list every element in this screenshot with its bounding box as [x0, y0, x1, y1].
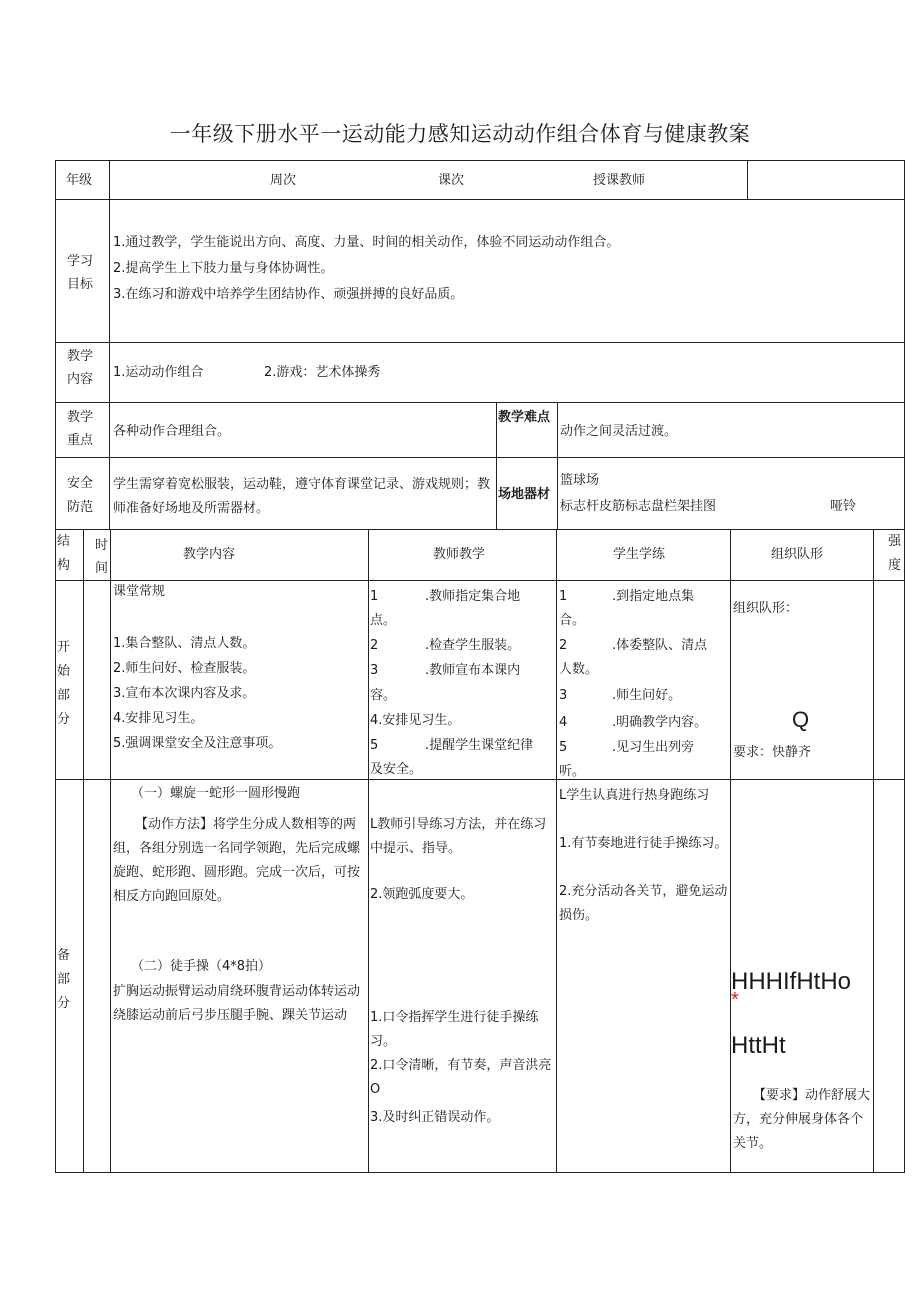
safety-label-2: 防范 [67, 500, 94, 515]
formation-diagram-row-1: HHHIfHtHo [731, 968, 852, 995]
start-student-10: 5 [559, 740, 568, 755]
content-item-2: 2.游戏：艺术体操秀 [264, 365, 381, 380]
start-teacher-5: 3 [370, 663, 379, 678]
col-student: 学生学练 [613, 547, 666, 562]
venue-label: 场地器材 [498, 487, 551, 502]
difficulty-label: 教学难点 [498, 410, 551, 425]
col-structure-1: 结 [57, 534, 71, 549]
start-student-4: .体委整队、清点 [612, 638, 708, 653]
start-student-6: 3 [559, 688, 568, 703]
week-label: 周次 [270, 173, 297, 188]
col-time-2: 间 [95, 561, 109, 576]
col-teacher: 教师教学 [433, 547, 486, 562]
lesson-label: 课次 [438, 173, 465, 188]
start-teacher-0: 1 [370, 589, 379, 604]
prep-teacher-4: 3.及时纠正错误动作。 [370, 1110, 500, 1125]
formation-symbol: Q [792, 707, 810, 732]
prep-label-1: 备 [57, 948, 71, 963]
start-teacher-11: 及安全。 [370, 762, 423, 777]
start-label-1: 开 [57, 640, 71, 655]
venue-line-1: 篮球场 [560, 473, 600, 488]
start-student-7: .师生问好。 [612, 688, 682, 703]
goal-item-1: 1.通过教学，学生能说出方向、高度、力量、时间的相关动作，体验不同运动动作组合。 [113, 235, 620, 250]
start-label-2: 始 [57, 664, 71, 679]
focus-label-2: 重点 [67, 433, 94, 448]
start-content-5: 5.强调课堂安全及注意事项。 [113, 736, 282, 751]
col-structure-2: 构 [57, 558, 71, 573]
start-teacher-2: 点。 [370, 613, 397, 628]
goal-item-3: 3.在练习和游戏中培养学生团结协作、顽强拼搏的良好品质。 [113, 287, 464, 302]
focus-label-1: 教学 [67, 410, 94, 425]
safety-label-1: 安全 [67, 476, 94, 491]
formation-marker-icon: * [731, 989, 739, 1011]
venue-extra: 哑铃 [830, 499, 857, 514]
prep-student-2: 2.充分活动各关节，避免运动损伤。 [559, 884, 728, 923]
prep-teacher-2: 1.口令指挥学生进行徒手操练习。 [370, 1010, 539, 1049]
start-content-1: 1.集合整队、清点人数。 [113, 636, 256, 651]
start-label-3: 部 [57, 688, 71, 703]
page-title: 一年级下册水平一运动能力感知运动动作组合体育与健康教案 [169, 122, 751, 146]
start-student-5: 人数。 [559, 662, 599, 677]
prep-content-heading-2: （二）徒手操（4*8拍） [131, 959, 272, 974]
start-content-3: 3.宣布本次课内容及求。 [113, 686, 256, 701]
col-intensity-2: 度 [888, 558, 902, 573]
start-student-12: 听。 [559, 764, 586, 779]
start-content-2: 2.师生问好、检查服装。 [113, 661, 256, 676]
formation-diagram-row-2: HttHt [731, 1032, 786, 1059]
col-time-1: 时 [95, 538, 109, 553]
prep-label-3: 分 [57, 996, 71, 1011]
prep-student-0: L学生认真进行热身跑练习 [559, 788, 710, 803]
prep-teacher-3: 2.口令清晰，有节奏，声音洪亮O [370, 1058, 552, 1097]
col-content: 教学内容 [183, 547, 236, 562]
start-content-4: 4.安排见习生。 [113, 711, 204, 726]
start-student-8: 4 [559, 715, 568, 730]
start-content-0: 课堂常规 [113, 584, 166, 599]
prep-content-method: 【动作方法】将学生分成人数相等的两组，各组分别选一名同学领跑，先后完成螺旋跑、蛇形跑、圆形跑。完成一次后，可按相反方向跑回原处。 [113, 817, 361, 904]
start-teacher-8: 4.安排见习生。 [370, 713, 461, 728]
focus-text: 各种动作合理组合。 [113, 424, 231, 439]
start-student-0: 1 [559, 589, 568, 604]
prep-content-exercises: 扩胸运动振臂运动肩绕环腹背运动体转运动绕膝运动前后弓步压腿手腕、踝关节运动 [113, 984, 361, 1023]
prep-label-2: 部 [57, 972, 71, 987]
start-student-11: .见习生出列旁 [612, 740, 695, 755]
goals-label-1: 学习 [67, 254, 94, 269]
venue-line-2: 标志杆皮筋标志盘栏架挂图 [560, 499, 717, 514]
start-teacher-3: 2 [370, 638, 379, 653]
prep-formation-requirement: 【要求】动作舒展大方，充分伸展身体各个关节。 [733, 1088, 871, 1151]
start-teacher-9: 5 [370, 738, 379, 753]
start-formation-label: 组织队形： [733, 601, 799, 616]
content-label-2: 内容 [67, 372, 94, 387]
goals-label-2: 目标 [67, 277, 94, 292]
start-label-4: 分 [57, 712, 71, 727]
start-teacher-4: .检查学生服装。 [425, 638, 521, 653]
goal-item-2: 2.提高学生上下肢力量与身体协调性。 [113, 261, 334, 276]
col-intensity-1: 强 [888, 534, 902, 549]
start-student-2: 合。 [559, 613, 586, 628]
col-formation: 组织队形 [771, 547, 824, 562]
safety-text: 学生需穿着宽松服装，运动鞋，遵守体育课堂记录、游戏规则；教师准备好场地及所需器材。 [113, 477, 491, 516]
prep-teacher-1: 2.领跑弧度要大。 [370, 887, 474, 902]
start-student-1: .到指定地点集 [612, 589, 695, 604]
start-teacher-7: 容。 [370, 688, 397, 703]
start-teacher-10: .提醒学生课堂纪律 [425, 738, 534, 753]
content-label-1: 教学 [67, 349, 94, 364]
teacher-label: 授课教师 [593, 173, 646, 188]
prep-content-heading-1: （一）螺旋一蛇形一圆形慢跑 [131, 786, 301, 801]
difficulty-text: 动作之间灵活过渡。 [560, 424, 678, 439]
prep-student-1: 1.有节奏地进行徒手操练习。 [559, 836, 728, 851]
grade-label: 年级 [66, 173, 93, 188]
start-teacher-1: .教师指定集合地 [425, 589, 521, 604]
content-item-1: 1.运动动作组合 [113, 365, 204, 380]
prep-teacher-0: L教师引导练习方法，并在练习中提示、指导。 [370, 817, 547, 856]
start-student-9: .明确教学内容。 [612, 715, 708, 730]
start-formation-requirement: 要求：快静齐 [733, 745, 812, 760]
start-student-3: 2 [559, 638, 568, 653]
start-teacher-6: .教师宣布本课内 [425, 663, 521, 678]
